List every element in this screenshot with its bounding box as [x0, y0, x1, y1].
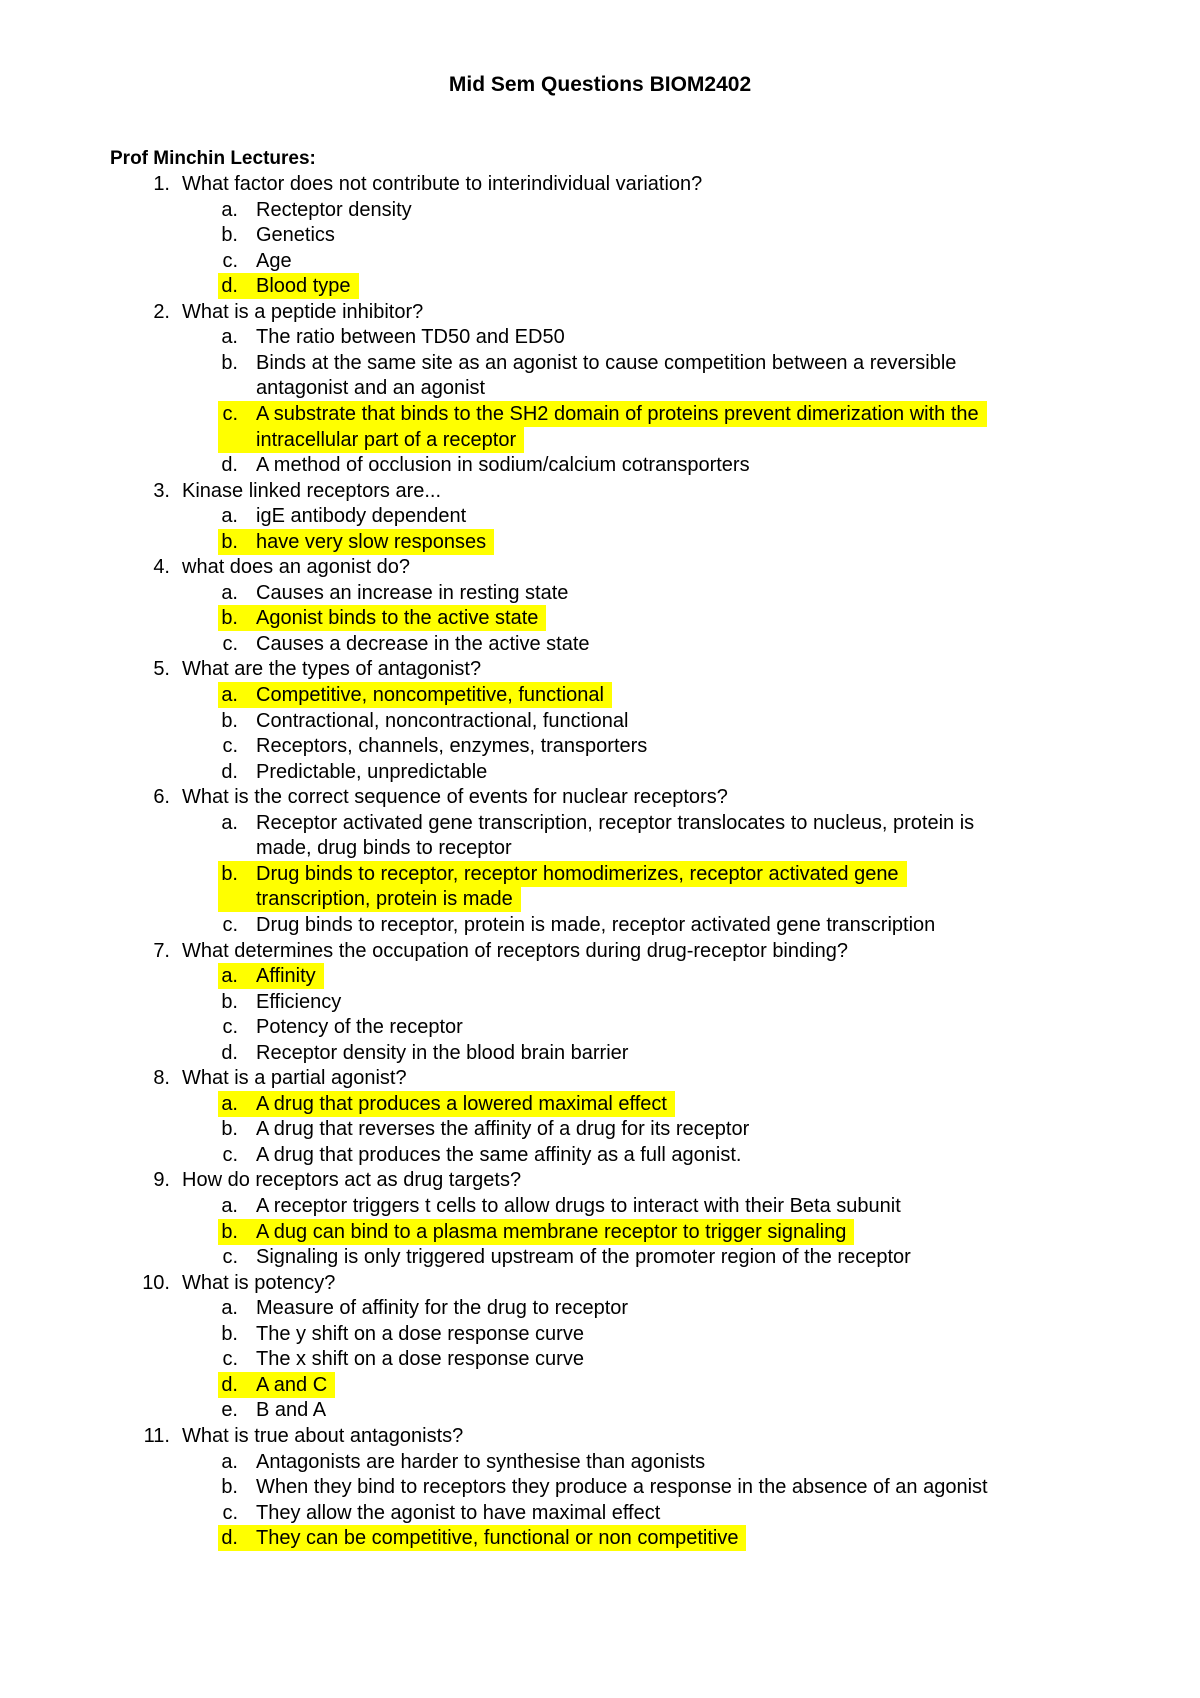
option-text: Drug binds to receptor, receptor homodimerizes, receptor activated gene: [256, 863, 899, 885]
option-letter: d.: [221, 454, 238, 476]
option-letter: b.: [221, 224, 238, 246]
option-text: They can be competitive, functional or non competitive: [256, 1527, 739, 1549]
option-letter: b.: [221, 1118, 238, 1140]
document-title: Mid Sem Questions BIOM2402: [448, 73, 752, 96]
question-number: 6.: [153, 786, 170, 808]
question-number: 7.: [153, 940, 170, 962]
option-text: B and A: [256, 1399, 327, 1421]
option-letter: a.: [221, 505, 238, 527]
option-letter: a.: [221, 1451, 238, 1473]
option-letter: c.: [222, 1016, 238, 1038]
option-letter: a.: [221, 582, 238, 604]
question-number: 10.: [142, 1272, 170, 1294]
question-number: 11.: [143, 1425, 170, 1447]
question-text: What is true about antagonists?: [182, 1425, 464, 1447]
option-letter: c.: [222, 1144, 238, 1166]
option-letter: a.: [221, 965, 238, 987]
question-text: What is a partial agonist?: [182, 1067, 407, 1089]
option-text: A and C: [256, 1374, 328, 1396]
option-text: Receptor activated gene transcription, receptor translocates to nucleus, protein is: [256, 812, 975, 834]
option-text: have very slow responses: [256, 531, 487, 553]
option-text: The y shift on a dose response curve: [256, 1323, 584, 1345]
option-letter: b.: [221, 991, 238, 1013]
question-number: 8.: [153, 1067, 170, 1089]
option-letter: c.: [222, 735, 238, 757]
question-text: what does an agonist do?: [182, 556, 410, 578]
option-text: Efficiency: [256, 991, 342, 1013]
question-number: 5.: [153, 658, 170, 680]
option-text: Agonist binds to the active state: [256, 607, 539, 629]
question-number: 1.: [153, 173, 170, 195]
option-letter: b.: [221, 1221, 238, 1243]
option-text: Antagonists are harder to synthesise than agonists: [256, 1451, 706, 1473]
option-text: Contractional, noncontractional, functional: [256, 710, 629, 732]
option-letter: a.: [221, 1297, 238, 1319]
option-text: Age: [256, 250, 292, 272]
option-letter: a.: [221, 684, 238, 706]
question-number: 2.: [153, 301, 170, 323]
option-text: The ratio between TD50 and ED50: [256, 326, 565, 348]
option-text: Competitive, noncompetitive, functional: [256, 684, 604, 706]
option-text: intracellular part of a receptor: [256, 429, 517, 451]
option-text: Binds at the same site as an agonist to cause competition between a reversible: [256, 352, 957, 374]
option-letter: b.: [221, 1323, 238, 1345]
option-letter: a.: [221, 199, 238, 221]
option-text: A substrate that binds to the SH2 domain of proteins prevent dimerization with the: [256, 403, 979, 425]
option-letter: b.: [221, 710, 238, 732]
option-text: Causes an increase in resting state: [256, 582, 569, 604]
option-letter: b.: [221, 607, 238, 629]
option-letter: b.: [221, 1476, 238, 1498]
option-letter: c.: [222, 1348, 238, 1370]
option-text: Recteptor density: [256, 199, 412, 221]
option-letter: c.: [222, 914, 238, 936]
option-text: Causes a decrease in the active state: [256, 633, 590, 655]
question-text: What determines the occupation of receptors during drug-receptor binding?: [182, 940, 848, 962]
question-number: 9.: [153, 1169, 170, 1191]
question-text: What are the types of antagonist?: [182, 658, 482, 680]
option-text: transcription, protein is made: [256, 888, 513, 910]
option-text: Affinity: [256, 965, 316, 987]
option-text: antagonist and an agonist: [256, 377, 486, 399]
option-letter: b.: [221, 863, 238, 885]
option-text: The x shift on a dose response curve: [256, 1348, 584, 1370]
option-letter: b.: [221, 352, 238, 374]
question-text: How do receptors act as drug targets?: [182, 1169, 522, 1191]
question-text: What is the correct sequence of events for nuclear receptors?: [182, 786, 728, 808]
option-text: igE antibody dependent: [256, 505, 467, 527]
option-letter: d.: [221, 761, 238, 783]
option-text: A receptor triggers t cells to allow drugs to interact with their Beta subunit: [256, 1195, 901, 1217]
option-text: They allow the agonist to have maximal effect: [256, 1502, 661, 1524]
option-letter: c.: [222, 250, 238, 272]
option-text: A method of occlusion in sodium/calcium cotransporters: [256, 454, 750, 476]
option-letter: a.: [221, 326, 238, 348]
option-text: A drug that produces a lowered maximal effect: [256, 1093, 667, 1115]
option-text: A dug can bind to a plasma membrane receptor to trigger signaling: [256, 1221, 847, 1243]
option-text: Drug binds to receptor, protein is made, receptor activated gene transcription: [256, 914, 936, 936]
option-text: Measure of affinity for the drug to receptor: [256, 1297, 629, 1319]
option-letter: d.: [221, 1527, 238, 1549]
option-letter: d.: [221, 1374, 238, 1396]
question-text: What is potency?: [182, 1272, 336, 1294]
question-number: 4.: [153, 556, 170, 578]
option-text: Blood type: [256, 275, 351, 297]
question-text: What factor does not contribute to interindividual variation?: [182, 173, 703, 195]
option-text: Receptor density in the blood brain barrier: [256, 1042, 629, 1064]
option-text: Predictable, unpredictable: [256, 761, 488, 783]
option-letter: d.: [221, 275, 238, 297]
question-text: Kinase linked receptors are...: [182, 480, 442, 502]
section-heading: Prof Minchin Lectures:: [110, 148, 316, 169]
option-text: A drug that produces the same affinity as a full agonist.: [256, 1144, 742, 1166]
option-text: Potency of the receptor: [256, 1016, 463, 1038]
option-text: A drug that reverses the affinity of a drug for its receptor: [256, 1118, 750, 1140]
option-text: When they bind to receptors they produce a response in the absence of an agonist: [256, 1476, 988, 1498]
option-letter: c.: [222, 403, 238, 425]
option-letter: e.: [221, 1399, 238, 1421]
question-number: 3.: [153, 480, 170, 502]
option-letter: c.: [222, 1502, 238, 1524]
option-text: Signaling is only triggered upstream of the promoter region of the receptor: [256, 1246, 911, 1268]
option-letter: a.: [221, 1195, 238, 1217]
option-letter: c.: [222, 633, 238, 655]
option-text: made, drug binds to receptor: [256, 837, 512, 859]
option-text: Receptors, channels, enzymes, transporters: [256, 735, 648, 757]
question-text: What is a peptide inhibitor?: [182, 301, 424, 323]
option-letter: b.: [221, 531, 238, 553]
option-letter: c.: [222, 1246, 238, 1268]
option-text: Genetics: [256, 224, 335, 246]
option-letter: a.: [221, 1093, 238, 1115]
option-letter: d.: [221, 1042, 238, 1064]
option-letter: a.: [221, 812, 238, 834]
